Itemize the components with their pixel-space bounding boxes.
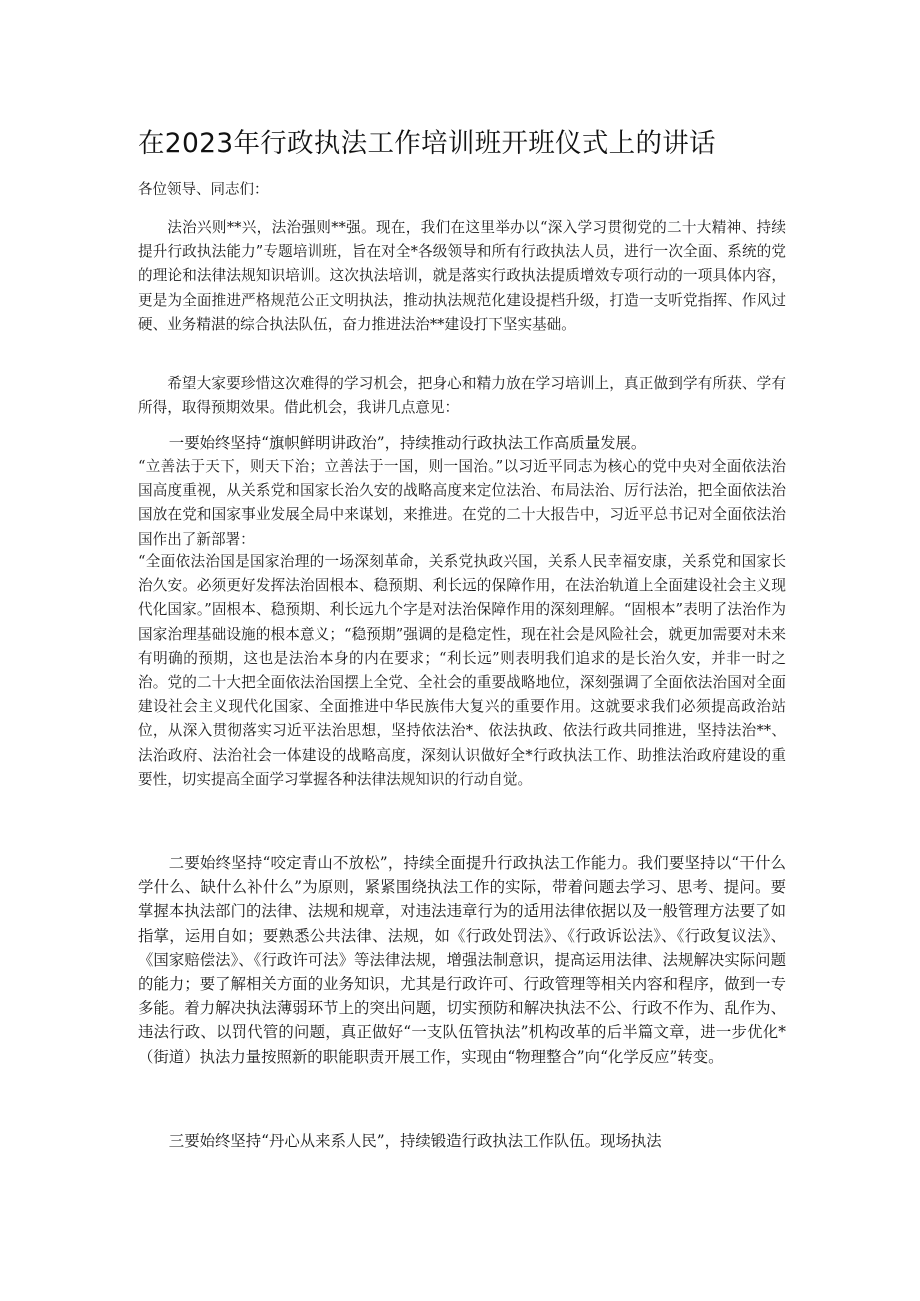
paragraph-quote-intro: “立善法于天下，则天下治；立善法于一国，则一国治。”以习近平同志为核心的党中央对全面依法治国高度重视，从关系党和国家长治久安的战略高度来定位法治、布局法治、厉行法治，把全面依法治国放在党和国家事业发展全局中来谋划，来推进。在党的二十大报告中，习近平总书记对全面依法治国作出了新部署：	[138, 458, 786, 548]
paragraph-opening: 法治兴则**兴，法治强则**强。现在，我们在这里举办以“深入学习贯彻党的二十大精神、持续提升行政执法能力”专题培训班，旨在对全*各级领导和所有行政执法人员，进行一次全面、系统的党的理论和法律法规知识培训。这次执法培训，就是落实行政执法提质增效专项行动的一项具体内容，更是为全面推进严格规范公正文明执法，推动执法规范化建设提档升级，打造一支听党指挥、作风过硬、业务精湛的综合执法队伍，奋力推进法治**建设打下坚实基础。	[138, 219, 786, 333]
document-title: 在2023年行政执法工作培训班开班仪式上的讲话	[138, 128, 716, 159]
section-heading-one: 一要始终坚持“旗帜鲜明讲政治”，持续推动行政执法工作高质量发展。	[168, 434, 647, 452]
paragraph-expectation: 希望大家要珍惜这次难得的学习机会，把身心和精力放在学习培训上，真正做到学有所获、学有所得，取得预期效果。借此机会，我讲几点意见：	[138, 375, 786, 417]
document-page	[138, 0, 786, 1301]
paragraph-section-two: 二要始终坚持“咬定青山不放松”，持续全面提升行政执法工作能力。我们要坚持以“干什么学什么、缺什么补什么”为原则，紧紧围绕执法工作的实际，带着问题去学习、思考、提问。要掌握本执法部门的法律、法规和规章，对违法违章行为的适用法律依据以及一般管理方法要了如指掌，运用自如；要熟悉公共法律、法规，如《行政处罚法》、《行政诉讼法》、《行政复议法》、《国家赔偿法》、《行政许可法》等法律法规，增强法制意识，提高运用法律、法规解决实际问题的能力；要了解相关方面的业务知识，尤其是行政许可、行政管理等相关内容和程序，做到一专多能。着力解决执法薄弱环节上的突出问题，切实预防和解决执法不公、行政不作为、乱作为、违法行政、以罚代管的问题，真正做好“一支队伍管执法”机构改革的后半篇文章，进一步优化*（街道）执法力量按照新的职能职责开展工作，实现由“物理整合”向“化学反应”转变。	[138, 854, 786, 1066]
paragraph-section-three: 三要始终坚持“丹心从来系人民”，持续锻造行政执法工作队伍。现场执法	[168, 1132, 662, 1150]
salutation: 各位领导、同志们：	[138, 182, 269, 198]
paragraph-report-quote: “全面依法治国是国家治理的一场深刻革命，关系党执政兴国，关系人民幸福安康，关系党和国家长治久安。必须更好发挥法治固根本、稳预期、利长远的保障作用，在法治轨道上全面建设社会主义现代化国家。”固根本、稳预期、利长远九个字是对法治保障作用的深刻理解。“固根本”表明了法治作为国家治理基础设施的根本意义；“稳预期”强调的是稳定性，现在社会是风险社会，就更加需要对未来有明确的预期，这也是法治本身的内在要求；“利长远”则表明我们追求的是长治久安，并非一时之治。党的二十大把全面依法治国摆上全党、全社会的重要战略地位，深刻强调了全面依法治国对全面建设社会主义现代化国家、全面推进中华民族伟大复兴的重要作用。这就要求我们必须提高政治站位，从深入贯彻落实习近平法治思想，坚持依法治*、依法执政、依法行政共同推进，坚持法治**、法治政府、法治社会一体建设的战略高度，深刻认识做好全*行政执法工作、助推法治政府建设的重要性，切实提高全面学习掌握各种法律法规知识的行动自觉。	[138, 553, 786, 788]
